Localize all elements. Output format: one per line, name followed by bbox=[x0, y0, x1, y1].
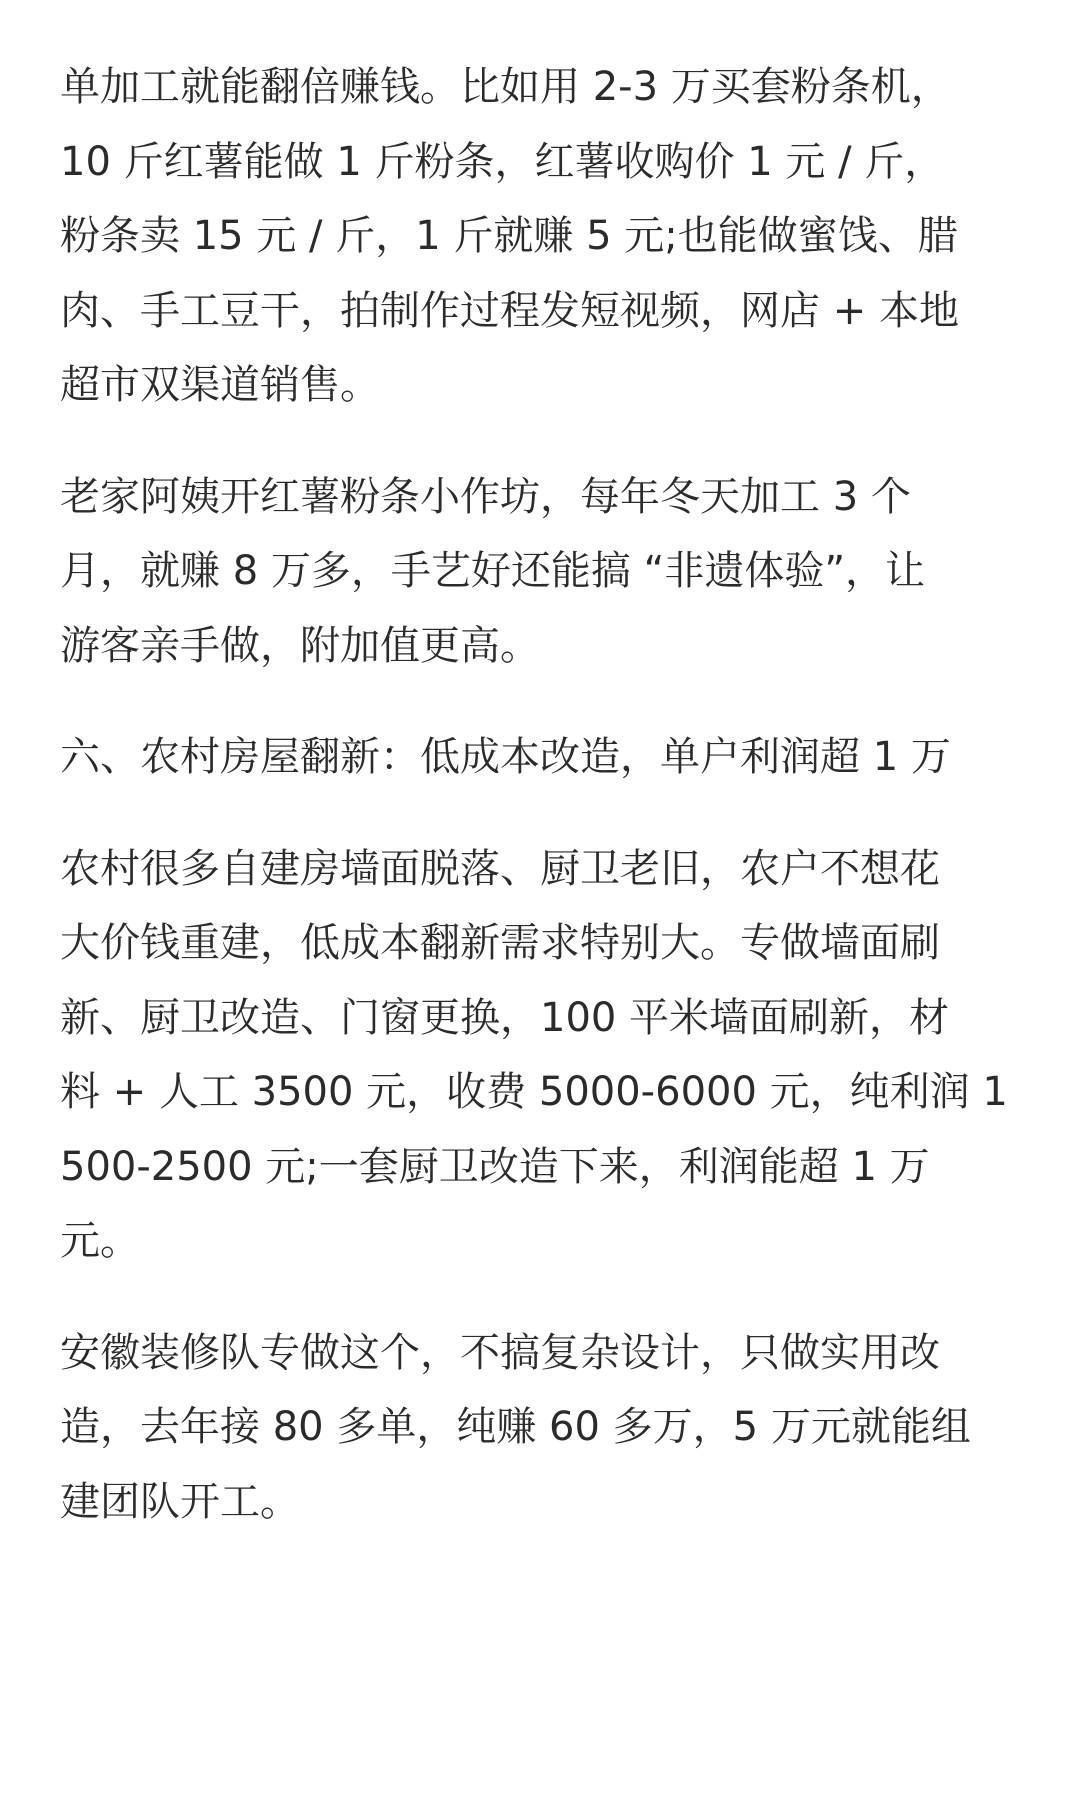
text-line: 造，去年接 80 多单，纯赚 60 多万，5 万元就能组 bbox=[60, 1404, 971, 1450]
text-line: 料 + 人工 3500 元，收费 5000-6000 元，纯利润 1 bbox=[60, 1069, 1008, 1115]
paragraph-processing bbox=[60, 50, 1022, 423]
text-line: 游客亲手做，附加值更高。 bbox=[60, 622, 540, 669]
text-line: 农村很多自建房墙面脱落、厨卫老旧，农户不想花 bbox=[60, 845, 940, 892]
paragraph-anhui-example bbox=[60, 1316, 1022, 1540]
text-line: 建团队开工。 bbox=[60, 1478, 300, 1525]
section-heading-house-renovation bbox=[60, 720, 1022, 795]
text-line: 10 斤红薯能做 1 斤粉条，红薯收购价 1 元 / 斤， bbox=[60, 138, 945, 185]
text-line: 六、农村房屋翻新：低成本改造，单户利润超 1 万 bbox=[60, 734, 951, 780]
text-line: 肉、手工豆干，拍制作过程发短视频，网店 + 本地 bbox=[60, 287, 959, 334]
text-line: 月，就赚 8 万多，手艺好还能搞 “非遗体验”，让 bbox=[60, 548, 926, 594]
text-line: 单加工就能翻倍赚钱。比如用 2-3 万买套粉条机， bbox=[60, 64, 951, 110]
paragraph-workshop-example bbox=[60, 460, 1022, 684]
article-body bbox=[60, 50, 1022, 1539]
text-line: 大价钱重建，低成本翻新需求特别大。专做墙面刷 bbox=[60, 920, 940, 966]
paragraph-renovation-details bbox=[60, 832, 1022, 1279]
text-line: 元。 bbox=[60, 1218, 140, 1264]
text-line: 老家阿姨开红薯粉条小作坊，每年冬天加工 3 个 bbox=[60, 473, 911, 520]
text-line: 500-2500 元;一套厨卫改造下来，利润能超 1 万 bbox=[60, 1143, 930, 1190]
text-line: 超市双渠道销售。 bbox=[60, 362, 380, 408]
text-line: 安徽装修队专做这个，不搞复杂设计，只做实用改 bbox=[60, 1329, 940, 1376]
text-line: 新、厨卫改造、门窗更换，100 平米墙面刷新，材 bbox=[60, 994, 950, 1041]
text-line: 粉条卖 15 元 / 斤，1 斤就赚 5 元;也能做蜜饯、腊 bbox=[60, 213, 958, 259]
